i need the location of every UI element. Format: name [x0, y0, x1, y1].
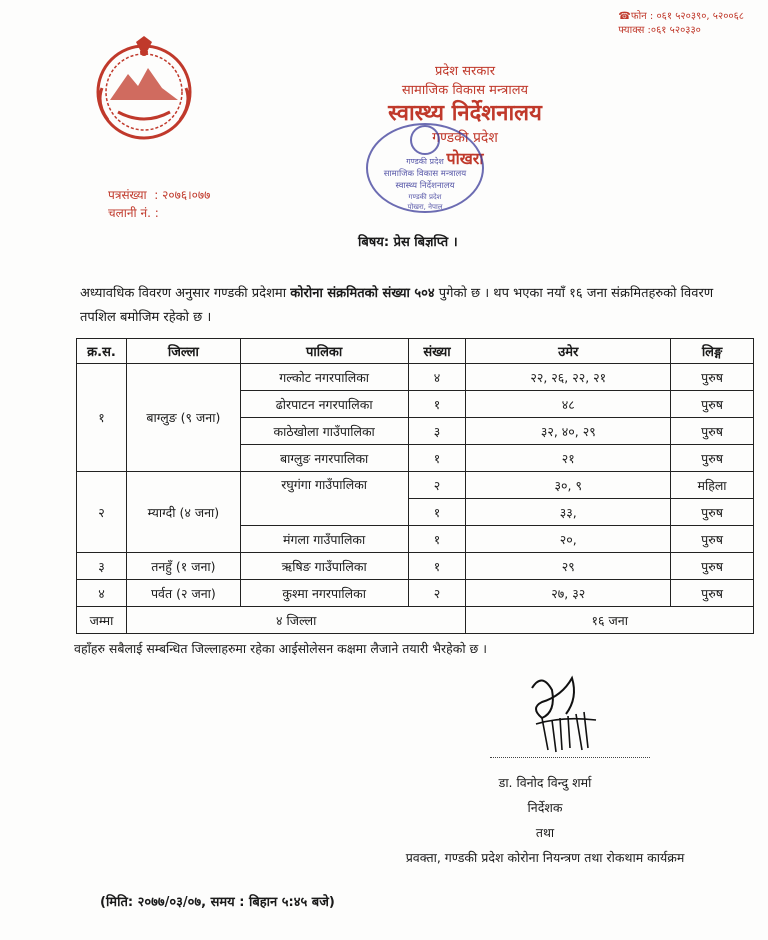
cell-ages: ३०, ९: [466, 472, 671, 499]
cell-sn: १: [77, 364, 127, 472]
cell-count: १: [408, 391, 466, 418]
table-header-row: [77, 339, 754, 364]
total-label: जम्मा: [77, 607, 127, 634]
header-gender: लिङ्ग: [671, 339, 754, 364]
cell-ages: ४८: [466, 391, 671, 418]
phone-number: ☎फोन : ०६१ ५२०३९०, ५२००६८: [618, 11, 744, 22]
cell-count: १: [408, 526, 466, 553]
cell-ages: २९: [466, 553, 671, 580]
official-stamp-icon: [360, 118, 490, 218]
cell-count: १: [408, 445, 466, 472]
header-palika: पालिका: [240, 339, 408, 364]
cell-palika: ढोरपाटन नगरपालिका: [240, 391, 408, 418]
signatory-role: प्रवक्ता, गण्डकी प्रदेश कोरोना नियन्त्रण तथा रोकथाम कार्यक्रम: [405, 850, 685, 865]
cell-palika: ऋषिङ गाउँपालिका: [240, 553, 408, 580]
cell-gender: महिला: [671, 472, 754, 499]
svg-text:सामाजिक विकास मन्त्रालय: सामाजिक विकास मन्त्रालय: [383, 169, 467, 179]
issue-date: (मिति: २०७७/०३/०७, समय : बिहान ५:४५ बजे): [100, 895, 335, 910]
cell-count: १: [408, 499, 466, 526]
fax-number: फ्याक्स :०६१ ५२०३३०: [618, 25, 701, 36]
cell-district: पर्वत (२ जना): [126, 580, 240, 607]
intro-highlight: कोरोना संक्रमितको संख्या ५०४: [290, 286, 435, 301]
signatory-title: निर्देशक: [527, 800, 563, 815]
cell-palika: मंगला गाउँपालिका: [240, 526, 408, 553]
cell-count: ३: [408, 418, 466, 445]
isolation-note: वहाँहरु सबैलाई सम्बन्धित जिल्लाहरुमा रहेका आईसोलेसन कक्षमा लैजाने तयारी भैरहेको छ ।: [74, 641, 488, 656]
cell-ages: ३२, ४०, २९: [466, 418, 671, 445]
reference-block: [108, 186, 210, 222]
contact-info: [618, 10, 744, 38]
total-persons: १६ जना: [466, 607, 754, 634]
header-count: संख्या: [408, 339, 466, 364]
table-row: [77, 580, 754, 607]
cell-gender: पुरुष: [671, 418, 754, 445]
signature-line: [490, 757, 650, 758]
cell-ages: २२, २६, २२, २१: [466, 364, 671, 391]
cell-sn: ४: [77, 580, 127, 607]
table-total-row: [77, 607, 754, 634]
cell-palika: काठेखोला गाउँपालिका: [240, 418, 408, 445]
header-age: उमेर: [466, 339, 671, 364]
cell-gender: पुरुष: [671, 580, 754, 607]
cell-palika: कुश्मा नगरपालिका: [240, 580, 408, 607]
cell-gender: पुरुष: [671, 553, 754, 580]
cell-district: तनहुँ (१ जना): [126, 553, 240, 580]
cell-gender: पुरुष: [671, 391, 754, 418]
cell-sn: २: [77, 472, 127, 553]
cell-count: २: [408, 472, 466, 499]
ministry-name: सामाजिक विकास मन्त्रालय: [401, 83, 529, 98]
nepal-emblem-icon: [88, 34, 200, 146]
header-district: जिल्ला: [126, 339, 240, 364]
cell-gender: पुरुष: [671, 364, 754, 391]
cases-table: [76, 338, 754, 634]
signature-icon: [512, 668, 612, 758]
cell-district: बाग्लुङ (९ जना): [126, 364, 240, 472]
cell-ages: २०,: [466, 526, 671, 553]
intro-paragraph: [80, 282, 720, 330]
cell-gender: पुरुष: [671, 445, 754, 472]
cell-ages: २७, ३२: [466, 580, 671, 607]
cell-ages: ३३,: [466, 499, 671, 526]
table-row: [77, 364, 754, 391]
letter-number-value: : २०७६।०७७: [154, 188, 211, 202]
cell-count: १: [408, 553, 466, 580]
cell-gender: पुरुष: [671, 499, 754, 526]
signatory-name: डा. विनोद विन्दु शर्मा: [498, 775, 592, 790]
govt-name: प्रदेश सरकार: [434, 64, 496, 79]
table-row: [77, 472, 754, 499]
header-sn: क्र.स.: [77, 339, 127, 364]
cell-gender: पुरुष: [671, 526, 754, 553]
subject-line: बिषय: प्रेस बिज्ञप्ति ।: [358, 235, 458, 250]
cell-count: ४: [408, 364, 466, 391]
signatory-conj: तथा: [535, 825, 555, 840]
svg-text:स्वास्थ्य निर्देशनालय: स्वास्थ्य निर्देशनालय: [395, 181, 455, 191]
city-name: पोखरा: [446, 149, 484, 168]
intro-text-1: अध्यावधिक विवरण अनुसार गण्डकी प्रदेशमा: [80, 286, 291, 301]
intro-text-2: पुगेको छ । थप भएका नयाँ १६ जना संक्रमितहरुको विवरण तपशिल बमोजिम रहेको छ ।: [80, 286, 714, 325]
cell-palika: रघुगंगा गाउँपालिका: [240, 472, 408, 526]
cell-palika: बाग्लुङ नगरपालिका: [240, 445, 408, 472]
province-name: गण्डकी प्रदेश: [432, 130, 498, 146]
directorate-name: स्वास्थ्य निर्देशनालय: [388, 101, 542, 126]
cell-palika: गल्कोट नगरपालिका: [240, 364, 408, 391]
signatory-block: [360, 770, 730, 870]
cell-ages: २१: [466, 445, 671, 472]
dispatch-number-label: चलानी नं. :: [108, 206, 159, 220]
table-row: [77, 553, 754, 580]
svg-text:गण्डकी प्रदेश: गण्डकी प्रदेश: [406, 157, 444, 166]
letter-number-label: पत्रसंख्या: [108, 188, 147, 202]
cell-district: म्याग्दी (४ जना): [126, 472, 240, 553]
total-districts: ४ जिल्ला: [126, 607, 466, 634]
cell-count: २: [408, 580, 466, 607]
svg-text:पोखरा, नेपाल: पोखरा, नेपाल: [407, 203, 443, 211]
svg-text:गण्डकी प्रदेश: गण्डकी प्रदेश: [408, 193, 442, 201]
cell-sn: ३: [77, 553, 127, 580]
